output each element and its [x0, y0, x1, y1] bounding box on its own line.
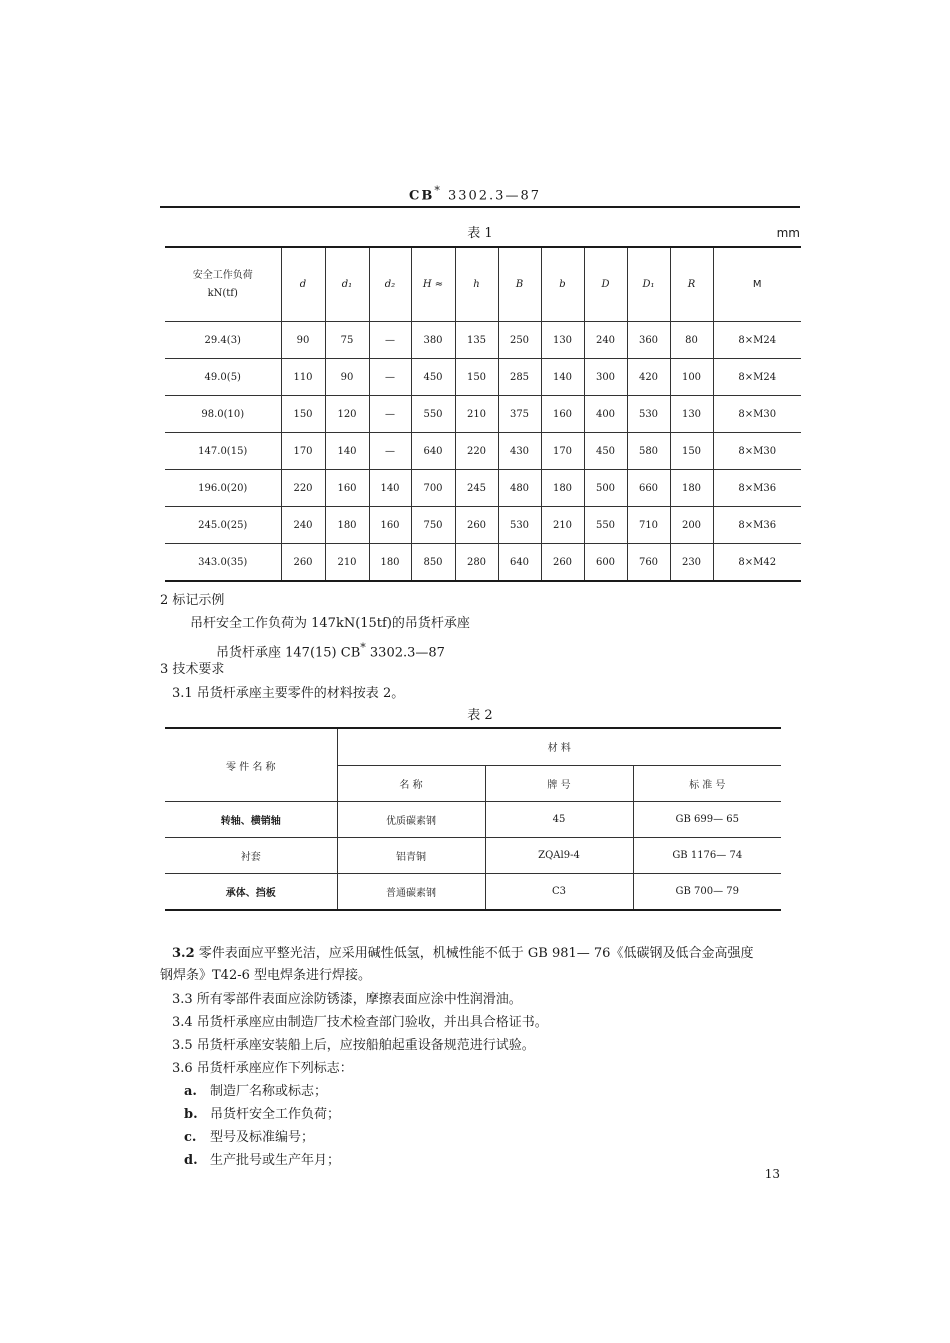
header-rule	[160, 206, 800, 208]
table-cell: 260	[281, 544, 325, 582]
table-cell: 450	[411, 359, 455, 396]
table1-header-load: 安全工作负荷 kN(tf)	[165, 247, 281, 322]
table1	[165, 246, 801, 582]
table-cell: 130	[541, 322, 584, 359]
table1-caption: 表 1	[467, 226, 493, 241]
list-item-label: c.	[184, 1130, 197, 1145]
list-item	[184, 1128, 314, 1148]
table-cell: 300	[584, 359, 627, 396]
list-item	[184, 1082, 327, 1102]
table-cell: 180	[541, 470, 584, 507]
table-cell: 49.0(5)	[165, 359, 281, 396]
paragraph-3-5: 3.5 吊货杆承座安装船上后，应按船舶起重设备规范进行试验。	[172, 1038, 535, 1053]
table-cell: 90	[281, 322, 325, 359]
table-cell: 铝青铜	[337, 838, 485, 874]
marking-example-text: 吊货杆承座 147(15) CB	[216, 645, 361, 661]
table-cell: GB 699— 65	[633, 802, 781, 838]
list-item-label: b.	[184, 1107, 198, 1122]
table-cell: 80	[670, 322, 713, 359]
table-cell: 260	[455, 507, 498, 544]
table2-subheader-standard: 标 准 号	[633, 765, 781, 802]
table-cell: 45	[485, 802, 633, 838]
table-cell: 转轴、横销轴	[165, 802, 337, 838]
table-cell: 8×M30	[713, 433, 801, 470]
table-row	[165, 507, 801, 544]
table-cell: C3	[485, 874, 633, 911]
table-cell: 220	[455, 433, 498, 470]
table-cell: 760	[627, 544, 670, 582]
table-cell: 250	[498, 322, 541, 359]
table-row	[165, 874, 781, 911]
table-cell: 196.0(20)	[165, 470, 281, 507]
table-cell: 750	[411, 507, 455, 544]
table-cell: ZQAl9-4	[485, 838, 633, 874]
table-cell: 90	[325, 359, 369, 396]
document-header	[0, 184, 950, 203]
table-cell: 240	[584, 322, 627, 359]
table2-caption: 表 2	[467, 708, 493, 723]
table1-header-row	[165, 247, 801, 322]
table1-unit: mm	[776, 226, 800, 240]
table-cell: 135	[455, 322, 498, 359]
table-cell: —	[369, 396, 411, 433]
table-cell: 75	[325, 322, 369, 359]
table-cell: 850	[411, 544, 455, 582]
header-prefix: CB	[408, 188, 435, 204]
page-number: 13	[764, 1167, 780, 1181]
table-cell: 120	[325, 396, 369, 433]
table1-header-b: b	[541, 247, 584, 322]
header-code: 3302.3—87	[447, 188, 541, 204]
table-cell: —	[369, 433, 411, 470]
table2-header-part: 零 件 名 称	[165, 728, 337, 802]
paragraph-3-2-line1: 零件表面应平整光洁，应采用碱性低氢，机械性能不低于 GB 981— 76《低碳钢及低合金高强度	[198, 946, 754, 961]
table1-header-h: h	[455, 247, 498, 322]
paragraph-3-2-number: 3.2	[172, 946, 195, 961]
marking-star: *	[360, 641, 366, 654]
table-cell: 530	[498, 507, 541, 544]
table-cell: 180	[325, 507, 369, 544]
section2-line2	[216, 638, 445, 663]
table-cell: GB 1176— 74	[633, 838, 781, 874]
table-cell: 衬套	[165, 838, 337, 874]
table-cell: 660	[627, 470, 670, 507]
table-cell: 210	[325, 544, 369, 582]
table-cell: 130	[670, 396, 713, 433]
table2-subheader-name: 名 称	[337, 765, 485, 802]
table-row	[165, 396, 801, 433]
table-cell: 140	[369, 470, 411, 507]
list-item-text: 生产批号或生产年月；	[210, 1153, 341, 1168]
table2-subheader-grade: 牌 号	[485, 765, 633, 802]
table-cell: 8×M24	[713, 359, 801, 396]
table-cell: 170	[541, 433, 584, 470]
table-cell: 150	[455, 359, 498, 396]
table-cell: 550	[584, 507, 627, 544]
table-cell: 375	[498, 396, 541, 433]
paragraph-3-4: 3.4 吊货杆承座应由制造厂技术检查部门验收，并出具合格证书。	[172, 1015, 548, 1030]
table-cell: 150	[670, 433, 713, 470]
table-cell: 29.4(3)	[165, 322, 281, 359]
table1-header-d-upper: D	[584, 247, 627, 322]
paragraph-3-6: 3.6 吊货杆承座应作下列标志：	[172, 1061, 353, 1076]
table-cell: 100	[670, 359, 713, 396]
table-cell: 8×M24	[713, 322, 801, 359]
table-cell: 140	[541, 359, 584, 396]
table-cell: 343.0(35)	[165, 544, 281, 582]
table2	[165, 727, 781, 911]
table-row	[165, 802, 781, 838]
table1-header-h-approx: H ≈	[411, 247, 455, 322]
table2-header-material: 材 料	[337, 728, 781, 765]
table-cell: 450	[584, 433, 627, 470]
table-cell: 700	[411, 470, 455, 507]
table1-header-d1-upper: D₁	[627, 247, 670, 322]
table-cell: 110	[281, 359, 325, 396]
table-row	[165, 470, 801, 507]
table-cell: 280	[455, 544, 498, 582]
table-cell: 200	[670, 507, 713, 544]
table-cell: 420	[627, 359, 670, 396]
header-star: *	[434, 184, 442, 197]
table-cell: 230	[670, 544, 713, 582]
table-cell: 150	[281, 396, 325, 433]
table-cell: 180	[670, 470, 713, 507]
table-cell: 550	[411, 396, 455, 433]
table-cell: 380	[411, 322, 455, 359]
table-cell: 8×M30	[713, 396, 801, 433]
table1-header-d2: d₂	[369, 247, 411, 322]
table-cell: GB 700— 79	[633, 874, 781, 911]
table-cell: 640	[498, 544, 541, 582]
table-cell: 8×M36	[713, 507, 801, 544]
table-cell: 245	[455, 470, 498, 507]
table-cell: 430	[498, 433, 541, 470]
marking-code: 3302.3—87	[365, 645, 445, 661]
table-cell: 500	[584, 470, 627, 507]
table-cell: 优质碳素钢	[337, 802, 485, 838]
section3-heading: 3 技术要求	[160, 662, 225, 677]
table-cell: 8×M42	[713, 544, 801, 582]
table-cell: 580	[627, 433, 670, 470]
table-cell: 180	[369, 544, 411, 582]
table-cell: 360	[627, 322, 670, 359]
table1-header-m: M	[713, 247, 801, 322]
table-cell: 600	[584, 544, 627, 582]
table-cell: 530	[627, 396, 670, 433]
list-item-label: d.	[184, 1153, 198, 1168]
paragraph-3-2	[172, 944, 812, 964]
table-cell: 220	[281, 470, 325, 507]
list-item-label: a.	[184, 1084, 197, 1099]
table-cell: 160	[541, 396, 584, 433]
table-cell: 210	[455, 396, 498, 433]
table2-header-row	[165, 728, 781, 765]
table-cell: 480	[498, 470, 541, 507]
table1-header-d1: d₁	[325, 247, 369, 322]
paragraph-3-2-continued: 钢焊条》T42-6 型电焊条进行焊接。	[160, 968, 372, 983]
table-cell: 400	[584, 396, 627, 433]
table-cell: 承体、挡板	[165, 874, 337, 911]
paragraph-3-3: 3.3 所有零部件表面应涂防锈漆，摩擦表面应涂中性润滑油。	[172, 992, 522, 1007]
table-cell: 170	[281, 433, 325, 470]
table-cell: —	[369, 359, 411, 396]
list-item-text: 型号及标准编号；	[210, 1130, 315, 1145]
list-item-text: 吊货杆安全工作负荷；	[210, 1107, 341, 1122]
table-cell: 147.0(15)	[165, 433, 281, 470]
table-cell: 210	[541, 507, 584, 544]
table-cell: 140	[325, 433, 369, 470]
list-item	[184, 1151, 340, 1171]
table-row	[165, 544, 801, 582]
section2-line1: 吊杆安全工作负荷为 147kN(15tf)的吊货杆承座	[190, 616, 470, 631]
list-item-text: 制造厂名称或标志；	[210, 1084, 328, 1099]
table-cell: 240	[281, 507, 325, 544]
table-cell: 8×M36	[713, 470, 801, 507]
table-row	[165, 359, 801, 396]
table-row	[165, 838, 781, 874]
table-cell: 普通碳素钢	[337, 874, 485, 911]
table-cell: 260	[541, 544, 584, 582]
list-item	[184, 1105, 340, 1125]
table-cell: —	[369, 322, 411, 359]
table-cell: 710	[627, 507, 670, 544]
table-cell: 160	[369, 507, 411, 544]
table-row	[165, 322, 801, 359]
table1-header-r: R	[670, 247, 713, 322]
table1-header-b-upper: B	[498, 247, 541, 322]
section3-item31: 3.1 吊货杆承座主要零件的材料按表 2。	[172, 686, 405, 701]
table-cell: 285	[498, 359, 541, 396]
table-cell: 160	[325, 470, 369, 507]
table-row	[165, 433, 801, 470]
table-cell: 640	[411, 433, 455, 470]
table1-header-d: d	[281, 247, 325, 322]
section2-heading: 2 标记示例	[160, 593, 225, 608]
table-cell: 245.0(25)	[165, 507, 281, 544]
table-cell: 98.0(10)	[165, 396, 281, 433]
